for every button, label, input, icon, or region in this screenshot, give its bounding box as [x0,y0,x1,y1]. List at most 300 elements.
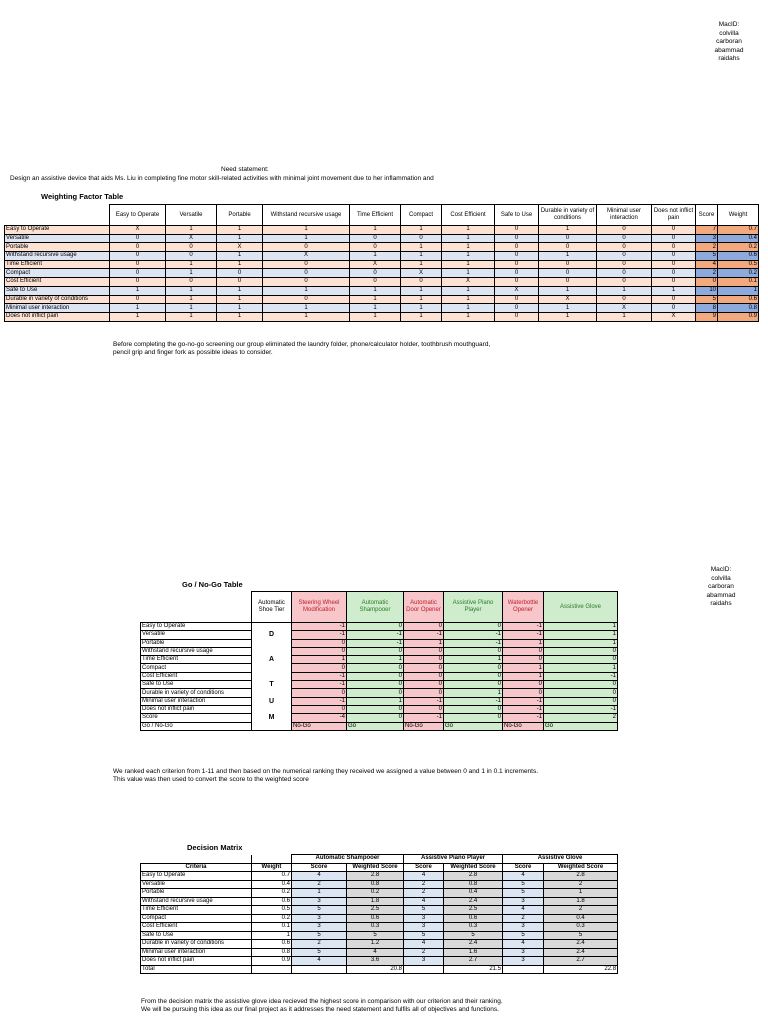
row-label: Compact [141,664,252,672]
comparison-cell: 1 [401,243,442,252]
comparison-cell: 1 [110,304,166,313]
score-cell: 3 [292,914,347,923]
comparison-cell: 1 [217,234,263,243]
row-label: Durable in variety of conditions [5,295,110,304]
comparison-cell: 0 [217,269,263,278]
table-row [5,234,759,243]
score-cell: 1 [544,664,618,672]
weighted-score-cell: 2.8 [444,872,503,881]
comparison-cell: X [597,304,652,313]
datum-cell: U [252,697,292,705]
table-row [141,664,618,672]
datum-cell: A [252,656,292,664]
table-row [141,957,618,966]
score-cell: 4 [404,872,444,881]
score-cell: 1 [503,672,544,680]
table-row [141,639,618,647]
weighted-score-cell: 3.6 [347,957,404,966]
weight-cell: 0.4 [252,880,292,889]
score-cell: 0 [292,664,347,672]
comparison-cell: 0 [539,269,597,278]
score-cell: 3 [404,923,444,932]
score-cell: 4 [292,872,347,881]
decision-header-row-1 [141,855,618,864]
comparison-cell: 1 [217,252,263,261]
weighted-score-cell: 2.4 [544,940,618,949]
score-cell: 1 [444,656,503,664]
table-row [141,906,618,915]
row-label: Versatile [141,631,252,639]
comparison-cell: 1 [401,286,442,295]
comparison-cell: X [263,252,350,261]
score-cell: 0 [292,689,347,697]
score-cell: -1 [503,631,544,639]
score-cell: 0 [544,647,618,655]
comparison-cell: 1 [217,286,263,295]
weight-cell: 0.7 [718,226,759,235]
gonogo-table-title: Go / No-Go Table [182,580,243,589]
score-cell: 1 [544,639,618,647]
comparison-cell: 1 [597,286,652,295]
decision-cell: No-Go [503,722,544,730]
comparison-cell: 0 [401,234,442,243]
score-cell: 2 [292,940,347,949]
score-cell: 5 [292,948,347,957]
weight-cell: 0.8 [252,948,292,957]
comparison-cell: 1 [442,304,495,313]
table-row [5,269,759,278]
score-cell: 2 [404,880,444,889]
decision-matrix-table [140,854,618,974]
comparison-cell: 1 [263,226,350,235]
score-cell: 3 [503,957,544,966]
table-row [141,948,618,957]
comparison-cell: 0 [350,234,401,243]
score-cell: 5 [292,931,347,940]
weight-header: Weight [252,863,292,872]
comparison-cell: 1 [442,234,495,243]
comparison-cell: 1 [401,260,442,269]
comparison-cell: 0 [495,312,539,321]
score-cell: 2 [292,880,347,889]
weighting-column-header: Portable [217,205,263,226]
datum-cell [252,647,292,655]
weight-cell: 1 [252,931,292,940]
table-row [141,697,618,705]
weighted-score-cell: 0.3 [544,923,618,932]
datum-cell [252,722,292,730]
comparison-cell: 1 [442,269,495,278]
weighted-score-cell: 2.5 [444,906,503,915]
score-cell: 5 [696,252,718,261]
comparison-cell: 0 [597,243,652,252]
score-cell: 5 [503,889,544,898]
table-row [141,880,618,889]
score-header: Score [292,863,347,872]
comparison-cell: 0 [263,295,350,304]
score-cell: 5 [503,880,544,889]
criteria-cell: Easy to Operate [141,872,252,881]
comparison-cell: 1 [166,304,217,313]
comparison-cell: 0 [110,295,166,304]
comparison-cell: 0 [652,295,696,304]
weight-cell: 0.2 [252,889,292,898]
weighted-score-cell: 2.5 [347,906,404,915]
score-cell: 0 [292,705,347,713]
weight-cell: 0.6 [252,940,292,949]
weighting-column-header: Minimal user interaction [597,205,652,226]
table-row [5,252,759,261]
score-cell: -1 [404,714,444,722]
comparison-cell: 1 [401,226,442,235]
table-row [5,278,759,287]
comparison-cell: 1 [442,243,495,252]
weight-cell: 0.4 [718,234,759,243]
row-label: Durable in variety of conditions [141,689,252,697]
score-cell: -1 [292,623,347,631]
score-cell: 3 [503,948,544,957]
comparison-cell: 1 [442,260,495,269]
score-cell: 0 [444,714,503,722]
score-cell: 0 [347,623,404,631]
comparison-cell: 0 [350,269,401,278]
weighted-score-cell: 0.4 [444,889,503,898]
weighting-column-header: Safe to Use [495,205,539,226]
score-cell: 0 [347,681,404,689]
comparison-cell: 1 [217,295,263,304]
comparison-cell: 0 [652,234,696,243]
comparison-cell: 1 [166,286,217,295]
weight-cell: 0.2 [718,243,759,252]
criteria-cell: Safe to Use [141,931,252,940]
comparison-cell: X [166,234,217,243]
comparison-cell: 0 [495,295,539,304]
score-cell: -1 [292,697,347,705]
score-cell: 0 [404,664,444,672]
header-blank [252,855,292,864]
weighting-column-header: Weight [718,205,759,226]
total-row [141,965,618,974]
comparison-cell: 0 [401,278,442,287]
datum-cell [252,705,292,713]
score-cell: -1 [292,672,347,680]
weighting-table-title: Weighting Factor Table [41,192,124,201]
score-cell: 3 [696,234,718,243]
weighted-score-header: Weighted Score [444,863,503,872]
weighted-score-cell: 2.4 [444,897,503,906]
comparison-cell: 0 [539,243,597,252]
score-cell: 9 [696,312,718,321]
idea-column-header: Assistive Piano Player [444,592,503,623]
macid-line: abammad [714,46,744,54]
conclusion-note [141,998,503,1014]
weight-cell: 1 [718,286,759,295]
weighted-score-header: Weighted Score [544,863,618,872]
criteria-cell: Versatile [141,880,252,889]
need-statement-title: Need statement: [221,166,269,173]
table-row [5,226,759,235]
weighted-score-cell: 0.3 [444,923,503,932]
score-cell: 2 [503,914,544,923]
table-row [141,722,618,730]
criteria-cell: Portable [141,889,252,898]
weighted-score-cell: 1.2 [347,940,404,949]
score-cell: 1 [444,689,503,697]
weight-cell: 0.8 [718,304,759,313]
score-cell: 8 [696,304,718,313]
criteria-cell: Withstand recursive usage [141,897,252,906]
score-cell: 5 [404,931,444,940]
comparison-cell: 0 [110,269,166,278]
weight-cell: 0.5 [718,260,759,269]
comparison-cell: 1 [217,312,263,321]
weight-cell: 0.6 [252,897,292,906]
macid-line: colvilla [711,574,731,582]
macid-line: raidahs [710,600,732,607]
score-cell: 0 [347,689,404,697]
comparison-cell: 0 [652,269,696,278]
score-cell: 1 [544,623,618,631]
comparison-cell: 1 [539,286,597,295]
table-row [141,623,618,631]
score-cell: 5 [696,295,718,304]
table-row [141,681,618,689]
score-cell: -1 [503,714,544,722]
row-label: Versatile [5,234,110,243]
criteria-cell: Time Efficient [141,906,252,915]
criteria-cell: Minimal user interaction [141,948,252,957]
weight-cell: 0.2 [718,269,759,278]
row-label: Does not inflict pain [141,705,252,713]
score-cell: -1 [444,639,503,647]
score-cell: -1 [503,623,544,631]
comparison-cell: 1 [166,260,217,269]
row-label: Easy to Operate [5,226,110,235]
score-cell: -4 [292,714,347,722]
comparison-cell: 0 [539,234,597,243]
score-cell: 4 [404,940,444,949]
total-blank [252,965,292,974]
table-row [141,656,618,664]
score-cell: 1 [347,697,404,705]
score-cell: -1 [544,672,618,680]
header-blank [141,592,252,623]
score-cell: 0 [696,278,718,287]
header-blank [141,855,252,864]
criteria-cell: Cost Efficient [141,923,252,932]
score-cell: 0 [347,705,404,713]
decision-header-row-2 [141,863,618,872]
comparison-cell: X [217,243,263,252]
option-header: Assistive Piano Player [404,855,503,864]
score-cell: -1 [347,631,404,639]
weighting-column-header: Withstand recursive usage [263,205,350,226]
comparison-cell: 1 [652,286,696,295]
score-cell: 0 [404,705,444,713]
comparison-cell: 0 [263,269,350,278]
comparison-cell: 0 [652,226,696,235]
comparison-cell: 0 [597,260,652,269]
score-cell: 2 [696,243,718,252]
score-cell: 4 [503,906,544,915]
table-row [141,931,618,940]
comparison-cell: 1 [263,304,350,313]
score-cell: 0 [444,681,503,689]
comparison-cell: 0 [652,278,696,287]
table-row [141,714,618,722]
datum-cell: M [252,714,292,722]
score-cell: 0 [404,689,444,697]
weighted-score-cell: 0.8 [347,880,404,889]
datum-cell [252,623,292,631]
comparison-cell: X [442,278,495,287]
macid-line: carboran [716,38,742,45]
comparison-cell: 0 [597,234,652,243]
comparison-cell: 1 [350,295,401,304]
comparison-cell: 1 [539,312,597,321]
weighted-score-cell: 2.8 [544,872,618,881]
score-cell: 0 [404,656,444,664]
score-cell: 10 [696,286,718,295]
weighting-column-header: Easy to Operate [110,205,166,226]
comparison-cell: 0 [217,278,263,287]
score-cell: 0 [503,689,544,697]
weight-cell: 0.9 [718,312,759,321]
weighting-column-header: Does not inflict pain [652,205,696,226]
score-cell: 5 [404,906,444,915]
score-cell: 0 [404,647,444,655]
total-blank [404,965,444,974]
comparison-cell: X [401,269,442,278]
score-cell: -1 [444,631,503,639]
comparison-cell: 0 [495,243,539,252]
comparison-cell: 1 [166,295,217,304]
comparison-cell: 0 [263,260,350,269]
decision-cell: Go [444,722,503,730]
comparison-cell: 1 [442,252,495,261]
row-label: Score [141,714,252,722]
score-cell: 0 [544,697,618,705]
comparison-cell: 1 [539,226,597,235]
comparison-cell: 1 [539,304,597,313]
idea-column-header: Automatic Shoe Tier [252,592,292,623]
score-cell: -1 [404,631,444,639]
weight-cell: 0.2 [252,914,292,923]
macid-line: carboran [708,583,734,590]
score-cell: -1 [347,639,404,647]
weighted-score-cell: 2.7 [444,957,503,966]
comparison-cell: 0 [110,278,166,287]
weighting-column-header: Time Efficient [350,205,401,226]
screening-note-line: Before completing the go-no-go screening our group eliminated the laundry folder, phone/calculator holder, toothbrush mouthguard, [113,341,491,348]
weighted-score-cell: 2 [544,880,618,889]
weight-cell: 0.7 [252,872,292,881]
row-label: Portable [141,639,252,647]
datum-cell: D [252,631,292,639]
comparison-cell: 0 [110,260,166,269]
table-row [141,672,618,680]
weighted-score-cell: 1.8 [347,897,404,906]
comparison-cell: 1 [166,226,217,235]
decision-cell: Go [544,722,618,730]
table-row [141,705,618,713]
total-value: 22.8 [544,965,618,974]
go-no-go-table [140,591,618,731]
comparison-cell: 0 [110,243,166,252]
weight-cell: 0.9 [252,957,292,966]
macid-line: raidahs [718,55,740,62]
comparison-cell: 0 [495,252,539,261]
score-cell: 2 [544,714,618,722]
comparison-cell: 0 [110,252,166,261]
macid-line: colvilla [719,29,739,37]
datum-cell: T [252,681,292,689]
row-label: Time Efficient [141,656,252,664]
weight-cell: 0.5 [252,906,292,915]
table-row [5,260,759,269]
comparison-cell: 1 [401,312,442,321]
comparison-cell: 1 [597,312,652,321]
score-cell: 0 [444,623,503,631]
comparison-cell: 0 [539,260,597,269]
comparison-cell: 1 [217,260,263,269]
score-cell: 3 [503,897,544,906]
score-cell: 0 [404,623,444,631]
comparison-cell: 0 [350,243,401,252]
decision-matrix-title: Decision Matrix [187,843,243,852]
table-row [5,295,759,304]
score-cell: 4 [696,260,718,269]
score-cell: 5 [292,906,347,915]
score-cell: 0 [544,681,618,689]
row-label: Easy to Operate [141,623,252,631]
comparison-cell: 1 [350,226,401,235]
table-row [141,940,618,949]
weighting-column-header: Score [696,205,718,226]
decision-cell: Go [347,722,404,730]
comparison-cell: 1 [442,312,495,321]
score-cell: -1 [503,697,544,705]
score-cell: 0 [292,639,347,647]
comparison-cell: 1 [166,269,217,278]
macid-block-mid [691,566,751,609]
idea-column-header: Assistive Glove [544,592,618,623]
comparison-cell: 0 [495,278,539,287]
comparison-cell: 0 [597,252,652,261]
score-cell: 1 [503,639,544,647]
score-cell: 0 [347,647,404,655]
criteria-cell: Durable in variety of conditions [141,940,252,949]
weighted-score-cell: 0.8 [444,880,503,889]
score-cell: 7 [696,226,718,235]
comparison-cell: 0 [495,226,539,235]
weighted-score-cell: 0.6 [444,914,503,923]
comparison-cell: 0 [539,278,597,287]
row-label: Cost Efficient [141,672,252,680]
comparison-cell: 0 [597,278,652,287]
weighting-column-header: Durable in variety of conditions [539,205,597,226]
score-cell: -1 [292,681,347,689]
row-label: Withstand recursive usage [141,647,252,655]
score-cell: 0 [347,714,404,722]
criteria-cell: Compact [141,914,252,923]
score-cell: 5 [503,931,544,940]
score-cell: -1 [544,705,618,713]
table-row [141,647,618,655]
table-row [5,304,759,313]
total-value: 20.8 [347,965,404,974]
comparison-cell: 0 [263,278,350,287]
